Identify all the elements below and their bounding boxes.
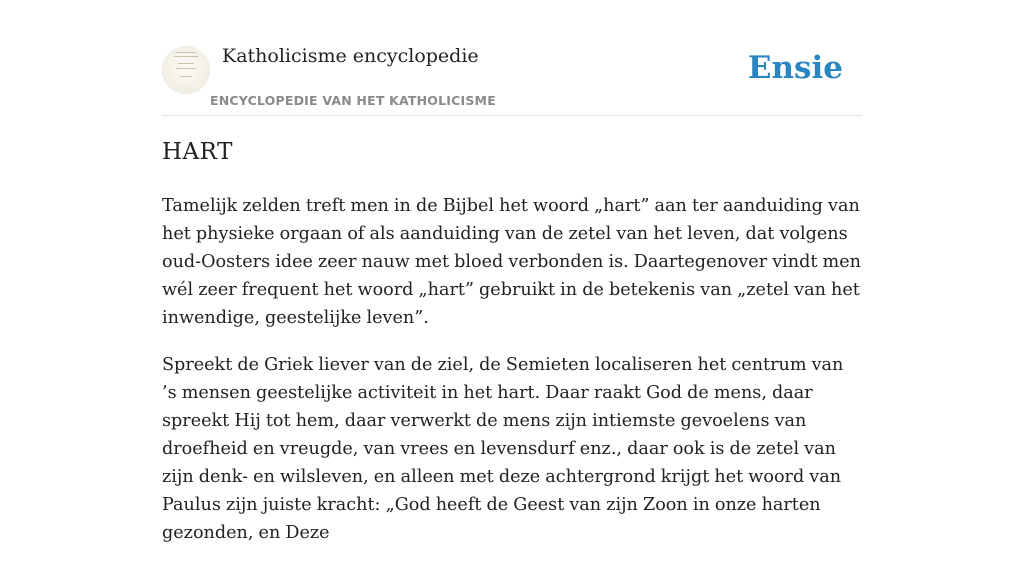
article-body <box>162 192 862 566</box>
article-paragraph: Tamelijk zelden treft men in de Bijbel het woord „hart” aan ter aanduiding van het physieke orgaan of als aanduiding van de zetel van het leven, dat volgens oud-Oosters idee zeer nauw met bloed verbonden is. Daartegenover vindt men wél zeer frequent het woord „hart” gebruikt in de betekenis van „zetel van het inwendige, geestelijke leven”. <box>162 196 861 328</box>
article-title: HART <box>162 139 233 165</box>
book-header <box>162 0 862 116</box>
article-paragraph: Spreekt de Griek liever van de ziel, de Semieten localiseren het centrum van ’s mensen geestelijke activiteit in het hart. Daar raakt God de mens, daar spreekt Hij tot hem, daar verwerkt de mens zijn intiemste gevoelens van droefheid en vreugde, van vrees en levensdurf enz., daar ook is de zetel van zijn denk- en wilsleven, en alleen met deze achtergrond krijgt het woord van Paulus zijn juiste kracht: „God heeft de Geest van zijn Zoon in onze harten gezonden, en Deze <box>162 355 844 543</box>
book-title[interactable]: Katholicisme encyclopedie <box>222 45 479 67</box>
ensie-logo-link[interactable]: Ensie <box>747 50 843 86</box>
book-subtitle: ENCYCLOPEDIE VAN HET KATHOLICISME <box>210 93 496 108</box>
content-column <box>162 0 862 543</box>
book-cover-thumbnail[interactable] <box>162 46 210 94</box>
